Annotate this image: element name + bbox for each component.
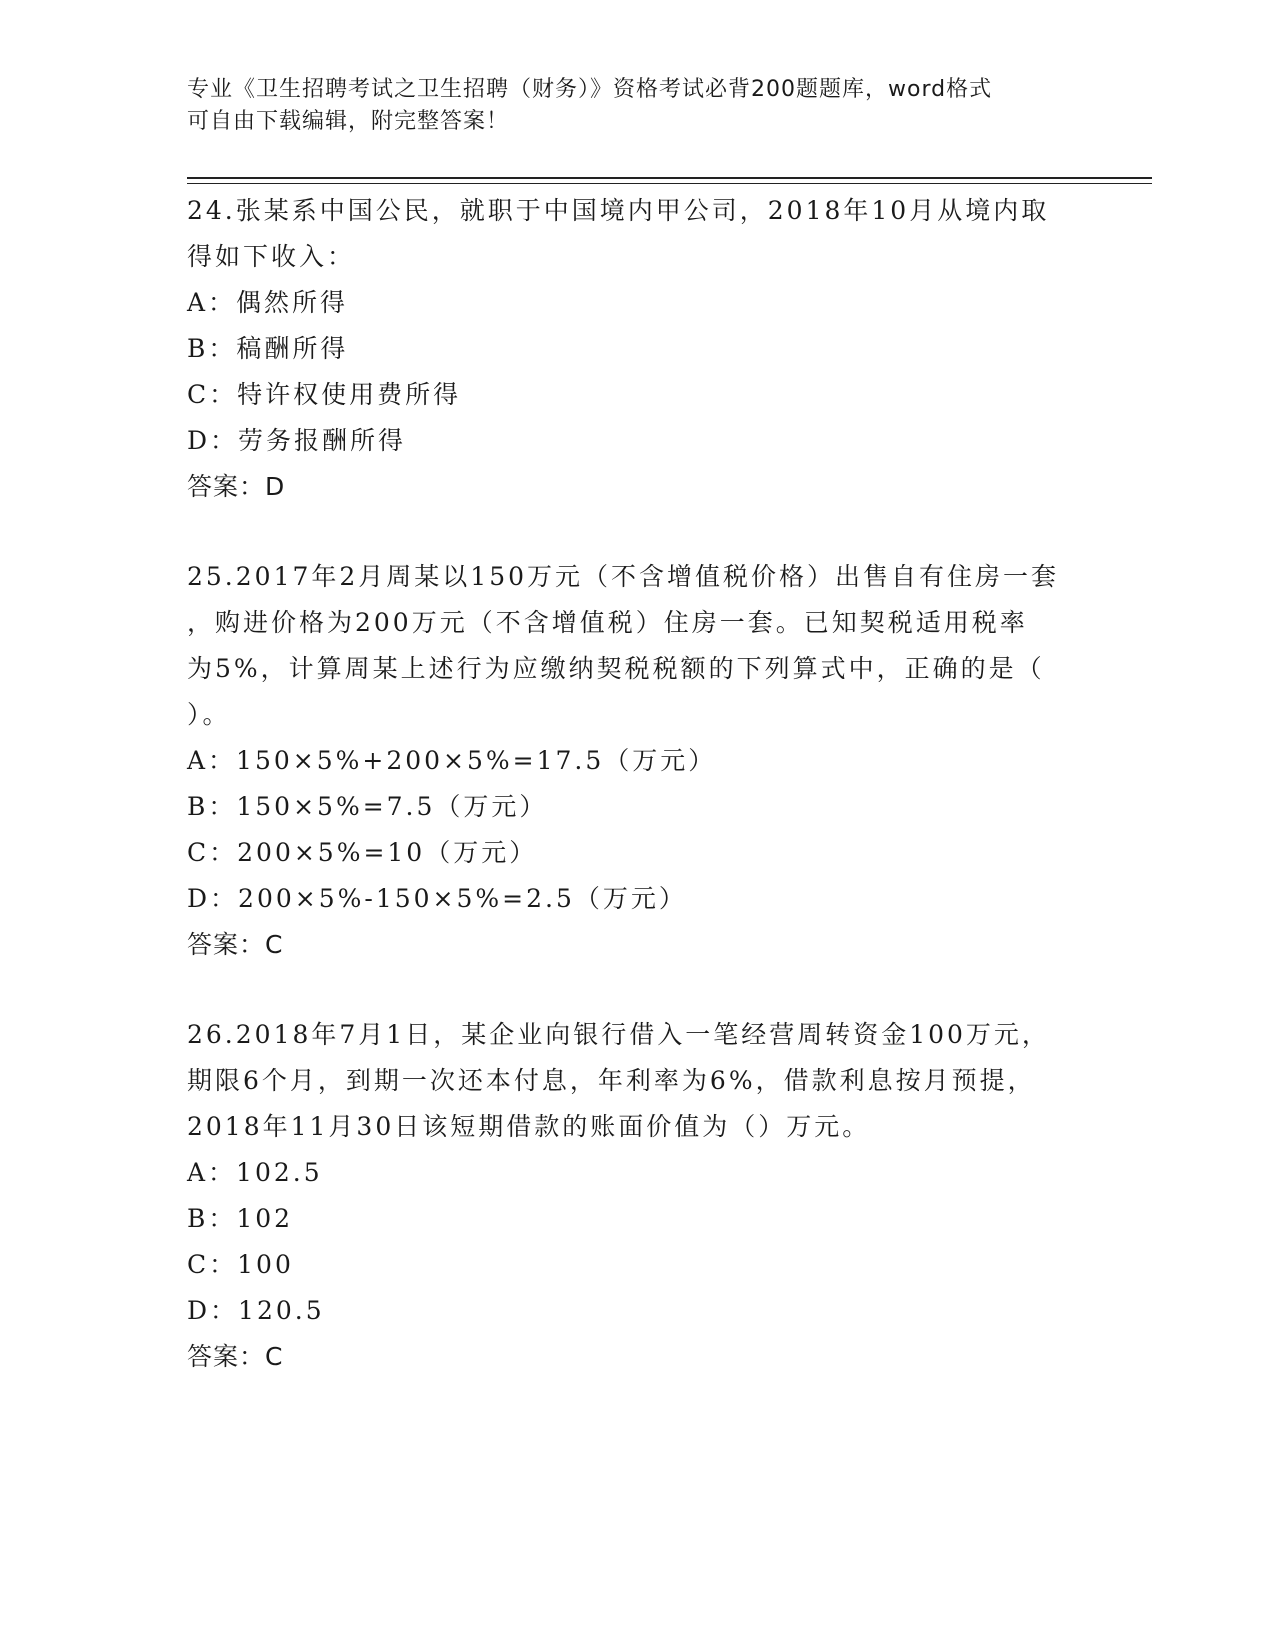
question-stem-line: 期限6个月，到期一次还本付息，年利率为6%，借款利息按月预提， — [187, 1066, 1036, 1095]
option-d: D：120.5 — [187, 1296, 325, 1325]
option-d: D：劳务报酬所得 — [187, 426, 407, 455]
question-stem-line: 25.2017年2月周某以150万元（不含增值税价格）出售自有住房一套 — [187, 562, 1060, 591]
header-line-2: 可自由下载编辑，附完整答案！ — [187, 109, 510, 134]
question-stem-line: 2018年11月30日该短期借款的账面价值为（）万元。 — [187, 1112, 871, 1141]
question-stem-line: ）。 — [187, 700, 231, 729]
document-header — [187, 74, 1067, 138]
question-24 — [187, 188, 1087, 510]
option-c: C：100 — [187, 1250, 294, 1279]
header-divider-thin — [187, 183, 1152, 184]
question-stem-line: 为5%，计算周某上述行为应缴纳契税税额的下列算式中，正确的是（ — [187, 654, 1045, 683]
question-stem — [187, 554, 1087, 738]
question-stem-line: 24.张某系中国公民，就职于中国境内甲公司，2018年10月从境内取 — [187, 196, 1050, 225]
question-stem — [187, 1012, 1087, 1150]
option-a: A：偶然所得 — [187, 288, 349, 317]
question-stem-line: 得如下收入： — [187, 242, 356, 271]
header-divider-thick — [187, 177, 1152, 179]
option-a: A：102.5 — [187, 1158, 323, 1187]
question-stem — [187, 188, 1087, 280]
answer: 答案：C — [187, 1342, 284, 1371]
option-a: A：150×5%+200×5%=17.5（万元） — [187, 746, 717, 775]
option-d: D：200×5%-150×5%=2.5（万元） — [187, 884, 687, 913]
question-stem-line: 26.2018年7月1日，某企业向银行借入一笔经营周转资金100万元， — [187, 1020, 1050, 1049]
question-25 — [187, 554, 1087, 968]
question-26 — [187, 1012, 1087, 1380]
option-c: C：特许权使用费所得 — [187, 380, 462, 409]
answer: 答案：D — [187, 472, 286, 501]
answer: 答案：C — [187, 930, 284, 959]
question-stem-line: ，购进价格为200万元（不含增值税）住房一套。已知契税适用税率 — [187, 608, 1028, 637]
option-b: B：150×5%=7.5（万元） — [187, 792, 548, 821]
option-b: B：102 — [187, 1204, 294, 1233]
header-line-1: 专业《卫生招聘考试之卫生招聘（财务）》资格考试必背200题题库，word格式 — [187, 77, 993, 102]
option-b: B：稿酬所得 — [187, 334, 349, 363]
option-c: C：200×5%=10（万元） — [187, 838, 538, 867]
